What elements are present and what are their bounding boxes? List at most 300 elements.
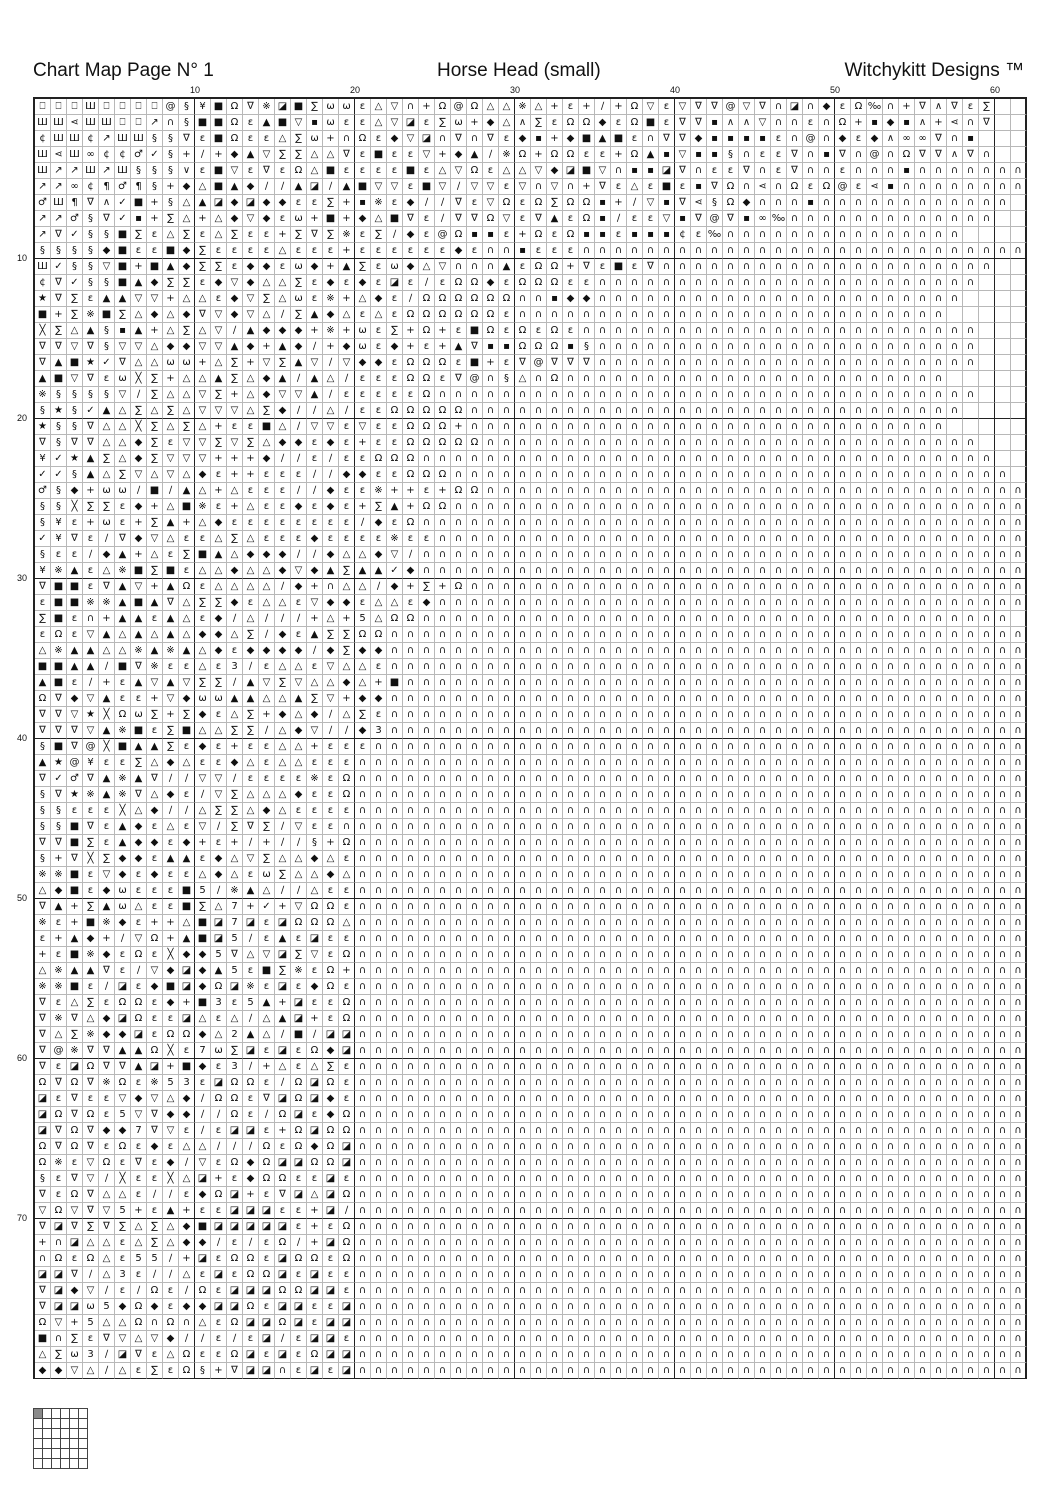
grid-cell: ∩ — [355, 931, 371, 947]
grid-cell: ε — [387, 355, 403, 371]
grid-cell: ↗ — [35, 179, 51, 195]
grid-cell: ∩ — [483, 1139, 499, 1155]
grid-cell: ∩ — [739, 1187, 755, 1203]
grid-cell: ε — [195, 275, 211, 291]
grid-cell: ∩ — [355, 1347, 371, 1363]
grid-cell: ∩ — [931, 499, 947, 515]
grid-cell: ∩ — [803, 851, 819, 867]
grid-cell: Ω — [307, 1043, 323, 1059]
grid-cell: △ — [243, 387, 259, 403]
grid-cell: Ω — [291, 1283, 307, 1299]
grid-cell: ∩ — [899, 931, 915, 947]
grid-cell: ∩ — [979, 627, 995, 643]
grid-cell: ∩ — [787, 243, 803, 259]
grid-cell: ∩ — [595, 1043, 611, 1059]
grid-cell: ε — [147, 851, 163, 867]
grid-cell: ∩ — [643, 323, 659, 339]
grid-cell: ▲ — [451, 339, 467, 355]
grid-cell: ∩ — [675, 467, 691, 483]
grid-cell: ¥ — [35, 451, 51, 467]
grid-cell: ∩ — [467, 1219, 483, 1235]
grid-cell: ▲ — [307, 627, 323, 643]
grid-cell: ∩ — [419, 1283, 435, 1299]
grid-cell: Ω — [451, 579, 467, 595]
grid-cell: ε — [659, 115, 675, 131]
grid-cell: ◆ — [323, 307, 339, 323]
grid-cell: ∩ — [979, 1299, 995, 1315]
grid-cell: ∩ — [947, 403, 963, 419]
grid-cell: ∩ — [835, 1059, 851, 1075]
grid-cell: ∕ — [195, 787, 211, 803]
grid-cell: ■ — [131, 723, 147, 739]
grid-cell: ∩ — [851, 963, 867, 979]
grid-cell: ∩ — [835, 643, 851, 659]
grid-cell: ∩ — [387, 915, 403, 931]
grid-cell: ∩ — [803, 467, 819, 483]
grid-cell: ∩ — [387, 803, 403, 819]
grid-cell: ∩ — [819, 1043, 835, 1059]
grid-cell: △ — [195, 1139, 211, 1155]
grid-cell: Ш — [83, 115, 99, 131]
grid-cell: ▽ — [195, 403, 211, 419]
grid-cell: ¥ — [83, 755, 99, 771]
grid-cell: ∩ — [483, 883, 499, 899]
grid-cell: ∩ — [947, 899, 963, 915]
grid-cell: △ — [275, 851, 291, 867]
grid-cell — [1011, 195, 1027, 211]
grid-cell: ▪ — [531, 131, 547, 147]
grid-cell: ∩ — [899, 1331, 915, 1347]
grid-cell: ∩ — [819, 291, 835, 307]
grid-cell: ∩ — [531, 579, 547, 595]
grid-cell: ∩ — [371, 947, 387, 963]
grid-cell: Ω — [451, 403, 467, 419]
grid-cell: ∩ — [451, 979, 467, 995]
grid-cell: ★ — [67, 451, 83, 467]
grid-cell: ∩ — [451, 883, 467, 899]
grid-cell: ◪ — [275, 1219, 291, 1235]
grid-cell: ∩ — [499, 1187, 515, 1203]
grid-cell: ∩ — [963, 1267, 979, 1283]
grid-cell: § — [147, 163, 163, 179]
grid-cell: ∩ — [1011, 979, 1027, 995]
grid-cell: ▲ — [131, 1043, 147, 1059]
grid-cell: ε — [515, 211, 531, 227]
grid-cell: ∩ — [835, 483, 851, 499]
grid-cell: ∩ — [979, 1267, 995, 1283]
grid-cell: ∩ — [851, 211, 867, 227]
grid-cell: ∩ — [739, 243, 755, 259]
grid-cell: ▲ — [115, 579, 131, 595]
grid-cell: ◆ — [163, 995, 179, 1011]
grid-cell: ■ — [51, 371, 67, 387]
grid-cell: ∩ — [371, 1043, 387, 1059]
grid-cell: ∩ — [451, 611, 467, 627]
grid-cell: ∩ — [675, 627, 691, 643]
grid-cell: ∩ — [739, 291, 755, 307]
grid-cell: ∕ — [275, 579, 291, 595]
grid-cell: ∩ — [483, 579, 499, 595]
grid-cell: ▽ — [163, 467, 179, 483]
grid-cell: ∇ — [675, 163, 691, 179]
grid-cell: ∩ — [979, 579, 995, 595]
grid-cell: Ω — [451, 275, 467, 291]
grid-cell: ∩ — [819, 899, 835, 915]
grid-cell: Ω — [547, 323, 563, 339]
grid-cell: ◆ — [835, 131, 851, 147]
grid-cell: ∩ — [627, 1331, 643, 1347]
grid-cell: ε — [259, 499, 275, 515]
grid-cell: ∩ — [435, 835, 451, 851]
grid-cell: ∩ — [435, 451, 451, 467]
grid-cell: ◆ — [147, 835, 163, 851]
grid-cell: ∕ — [83, 1267, 99, 1283]
grid-cell: ∩ — [563, 1251, 579, 1267]
grid-cell: ∩ — [515, 1075, 531, 1091]
grid-cell: ∩ — [499, 643, 515, 659]
grid-cell: ∕ — [307, 483, 323, 499]
grid-cell: ∩ — [627, 1123, 643, 1139]
grid-cell: ∩ — [83, 611, 99, 627]
grid-cell: ∩ — [707, 323, 723, 339]
grid-cell: ∕ — [243, 1059, 259, 1075]
grid-cell: ∩ — [355, 1251, 371, 1267]
grid-cell: ∩ — [595, 1283, 611, 1299]
grid-cell: ∩ — [515, 979, 531, 995]
grid-cell: ∩ — [803, 515, 819, 531]
grid-cell: + — [243, 899, 259, 915]
grid-cell: ◪ — [115, 979, 131, 995]
grid-cell: ∩ — [899, 243, 915, 259]
grid-cell: ∩ — [851, 147, 867, 163]
grid-cell: ◆ — [243, 179, 259, 195]
grid-cell: ε — [339, 435, 355, 451]
grid-cell: ¥ — [51, 531, 67, 547]
grid-cell: ∩ — [851, 1331, 867, 1347]
grid-cell: ∩ — [691, 243, 707, 259]
grid-cell: ∩ — [771, 995, 787, 1011]
grid-cell: ∩ — [435, 675, 451, 691]
grid-cell: ∩ — [403, 771, 419, 787]
grid-cell: ∕ — [211, 1139, 227, 1155]
grid-cell: ∩ — [579, 1203, 595, 1219]
grid-cell: Ω — [499, 195, 515, 211]
grid-cell: + — [579, 99, 595, 115]
grid-cell: § — [163, 147, 179, 163]
grid-cell: § — [51, 419, 67, 435]
grid-cell: ▽ — [211, 323, 227, 339]
grid-cell: ∩ — [739, 371, 755, 387]
grid-cell: ∩ — [963, 627, 979, 643]
grid-cell: + — [147, 323, 163, 339]
grid-cell: ∩ — [403, 1187, 419, 1203]
grid-cell: ε — [211, 291, 227, 307]
grid-cell: § — [579, 339, 595, 355]
grid-cell: ╳ — [163, 1043, 179, 1059]
grid-cell: ∩ — [739, 707, 755, 723]
grid-cell: ∩ — [419, 835, 435, 851]
grid-cell: ∩ — [579, 675, 595, 691]
grid-cell: ∩ — [467, 723, 483, 739]
grid-cell: ∩ — [915, 1155, 931, 1171]
grid-cell: ∩ — [947, 1251, 963, 1267]
grid-cell: ✓ — [387, 563, 403, 579]
grid-cell: ◆ — [323, 595, 339, 611]
grid-cell: ε — [339, 1059, 355, 1075]
grid-cell: ◆ — [339, 339, 355, 355]
grid-cell: ∩ — [467, 643, 483, 659]
grid-cell: ∩ — [835, 835, 851, 851]
grid-cell: ε — [355, 115, 371, 131]
grid-cell: ∩ — [803, 963, 819, 979]
grid-cell: ∑ — [51, 1347, 67, 1363]
grid-cell: ■ — [195, 115, 211, 131]
grid-cell: ∩ — [979, 1075, 995, 1091]
grid-cell: ∩ — [579, 867, 595, 883]
grid-cell: ◆ — [403, 563, 419, 579]
grid-cell: Ω — [339, 947, 355, 963]
grid-cell: ∩ — [499, 771, 515, 787]
grid-cell: ◆ — [355, 211, 371, 227]
grid-cell: ∩ — [755, 1187, 771, 1203]
grid-cell: ∩ — [563, 435, 579, 451]
grid-cell: ∑ — [227, 355, 243, 371]
grid-cell: ε — [163, 883, 179, 899]
grid-cell: ◆ — [371, 291, 387, 307]
grid-cell: ∩ — [691, 1363, 707, 1379]
grid-cell: ∩ — [643, 499, 659, 515]
grid-cell: ∩ — [835, 595, 851, 611]
grid-cell: Ш — [35, 115, 51, 131]
grid-cell: ∩ — [931, 915, 947, 931]
grid-cell: ∩ — [547, 579, 563, 595]
grid-cell: ∩ — [947, 787, 963, 803]
grid-cell: § — [163, 163, 179, 179]
grid-cell: ∩ — [771, 323, 787, 339]
grid-cell: ∩ — [483, 1155, 499, 1171]
grid-cell: ∩ — [739, 1331, 755, 1347]
grid-cell: ∑ — [147, 1219, 163, 1235]
grid-cell — [1011, 291, 1027, 307]
grid-cell — [1011, 147, 1027, 163]
grid-cell: ▪ — [739, 131, 755, 147]
grid-cell: ∩ — [467, 1059, 483, 1075]
grid-cell: ∩ — [387, 867, 403, 883]
grid-cell: ∩ — [403, 739, 419, 755]
grid-cell: ∩ — [1011, 1267, 1027, 1283]
grid-cell — [979, 387, 995, 403]
grid-cell: ∩ — [419, 1027, 435, 1043]
grid-cell: ◆ — [275, 707, 291, 723]
grid-cell: ∩ — [627, 243, 643, 259]
grid-cell: △ — [371, 307, 387, 323]
grid-cell: ∩ — [803, 979, 819, 995]
grid-cell: ε — [499, 227, 515, 243]
grid-cell: ∩ — [371, 1027, 387, 1043]
grid-cell: ∩ — [947, 963, 963, 979]
grid-cell: ε — [291, 931, 307, 947]
grid-cell: ▪ — [547, 291, 563, 307]
grid-cell: △ — [131, 1219, 147, 1235]
grid-cell: Ш — [131, 131, 147, 147]
grid-cell: ∩ — [627, 643, 643, 659]
grid-cell: ∩ — [867, 851, 883, 867]
grid-cell: Ω — [483, 291, 499, 307]
grid-cell: ε — [67, 803, 83, 819]
grid-cell: ∩ — [675, 947, 691, 963]
grid-cell: ∩ — [515, 1283, 531, 1299]
grid-cell: ▪ — [707, 131, 723, 147]
grid-cell: ∩ — [595, 403, 611, 419]
grid-cell: ▽ — [195, 435, 211, 451]
grid-cell: ∩ — [835, 531, 851, 547]
grid-cell: ε — [611, 227, 627, 243]
grid-cell: ε — [259, 467, 275, 483]
grid-cell: ∩ — [947, 611, 963, 627]
grid-cell: + — [227, 835, 243, 851]
grid-cell: ∩ — [563, 1235, 579, 1251]
grid-cell: ◆ — [211, 867, 227, 883]
grid-cell: ∩ — [883, 483, 899, 499]
grid-cell: ∩ — [883, 467, 899, 483]
grid-cell: ∩ — [531, 1203, 547, 1219]
grid-cell: ε — [259, 1043, 275, 1059]
grid-cell: ※ — [163, 643, 179, 659]
grid-cell: ∩ — [579, 851, 595, 867]
grid-cell: ∕ — [179, 1331, 195, 1347]
grid-cell: ∩ — [563, 547, 579, 563]
grid-cell: ε — [275, 531, 291, 547]
grid-cell: ∩ — [419, 851, 435, 867]
grid-cell: ∩ — [387, 947, 403, 963]
grid-cell: ∩ — [931, 803, 947, 819]
grid-cell: ∩ — [691, 659, 707, 675]
grid-cell: ∑ — [371, 227, 387, 243]
grid-cell: ∩ — [771, 1011, 787, 1027]
grid-cell: ▽ — [83, 1171, 99, 1187]
grid-cell: ▽ — [547, 179, 563, 195]
grid-cell: + — [227, 451, 243, 467]
grid-cell: ∩ — [627, 355, 643, 371]
grid-cell: ∩ — [899, 611, 915, 627]
grid-cell: ∩ — [867, 355, 883, 371]
grid-cell: ε — [67, 675, 83, 691]
grid-cell: ◆ — [211, 275, 227, 291]
grid-cell: ∩ — [787, 259, 803, 275]
grid-cell: ▲ — [163, 627, 179, 643]
grid-cell: ◆ — [195, 1059, 211, 1075]
grid-cell: ∩ — [627, 803, 643, 819]
grid-cell: ∩ — [531, 643, 547, 659]
grid-cell: ∩ — [595, 1075, 611, 1091]
grid-cell: ∩ — [979, 755, 995, 771]
grid-cell: ∕ — [339, 371, 355, 387]
grid-cell: ∇ — [51, 707, 67, 723]
grid-cell: ∩ — [723, 451, 739, 467]
grid-cell: △ — [259, 883, 275, 899]
grid-cell: ∩ — [755, 659, 771, 675]
grid-cell: ■ — [195, 931, 211, 947]
overview-cell — [52, 1419, 61, 1429]
grid-cell: ∩ — [819, 835, 835, 851]
grid-cell: ∩ — [611, 243, 627, 259]
grid-cell: ∩ — [691, 1187, 707, 1203]
grid-cell: △ — [371, 115, 387, 131]
grid-cell: ∩ — [931, 995, 947, 1011]
grid-cell: ∩ — [499, 691, 515, 707]
grid-cell: ▪ — [867, 115, 883, 131]
grid-cell: ∩ — [739, 387, 755, 403]
grid-cell: Ω — [291, 915, 307, 931]
grid-cell: ▲ — [275, 931, 291, 947]
grid-cell: ∩ — [979, 595, 995, 611]
grid-cell: ∩ — [851, 1347, 867, 1363]
grid-cell: ∩ — [931, 899, 947, 915]
grid-cell: ■ — [387, 675, 403, 691]
grid-cell: ∩ — [435, 803, 451, 819]
grid-cell: + — [67, 915, 83, 931]
grid-cell: ∩ — [579, 563, 595, 579]
grid-cell: ∩ — [723, 899, 739, 915]
grid-cell: ∩ — [963, 835, 979, 851]
grid-cell: ∩ — [819, 467, 835, 483]
grid-cell: ∩ — [995, 1347, 1011, 1363]
grid-cell: ∩ — [787, 1107, 803, 1123]
grid-cell: ∩ — [275, 1363, 291, 1379]
grid-cell: ∩ — [771, 259, 787, 275]
grid-cell: ∩ — [515, 1187, 531, 1203]
grid-cell: ε — [227, 995, 243, 1011]
grid-cell: ∩ — [419, 787, 435, 803]
grid-cell: ∩ — [947, 1283, 963, 1299]
grid-cell: ∩ — [883, 723, 899, 739]
grid-cell: ∩ — [1011, 1123, 1027, 1139]
grid-cell: ∩ — [723, 483, 739, 499]
grid-cell: ∩ — [435, 1187, 451, 1203]
grid-cell: ∩ — [803, 1123, 819, 1139]
grid-cell: ∩ — [1011, 1011, 1027, 1027]
grid-cell: ε — [499, 323, 515, 339]
grid-cell: ∩ — [851, 195, 867, 211]
grid-cell: ∩ — [771, 899, 787, 915]
grid-cell: ∨ — [179, 163, 195, 179]
grid-cell: △ — [243, 371, 259, 387]
grid-cell: ∩ — [611, 1107, 627, 1123]
grid-cell: ∩ — [371, 835, 387, 851]
grid-cell: ∩ — [595, 1011, 611, 1027]
grid-cell: ∩ — [867, 211, 883, 227]
grid-cell: ∑ — [227, 531, 243, 547]
grid-cell: ∩ — [947, 195, 963, 211]
grid-cell: ∩ — [851, 1315, 867, 1331]
grid-cell: ∩ — [531, 307, 547, 323]
grid-cell: ∩ — [883, 563, 899, 579]
grid-cell: ε — [387, 371, 403, 387]
grid-cell: ◪ — [307, 179, 323, 195]
grid-cell: ∩ — [947, 979, 963, 995]
grid-cell: ∩ — [531, 451, 547, 467]
grid-cell: ∩ — [531, 1363, 547, 1379]
grid-cell: ∑ — [83, 1219, 99, 1235]
grid-cell: ∩ — [483, 259, 499, 275]
grid-cell: ε — [179, 819, 195, 835]
designer-credit: Witchykitt Designs ™ — [844, 60, 1024, 81]
grid-cell: ∕ — [163, 483, 179, 499]
grid-cell: ∩ — [627, 515, 643, 531]
grid-cell: ∩ — [819, 723, 835, 739]
grid-cell: ∩ — [691, 1123, 707, 1139]
grid-cell: ∩ — [595, 851, 611, 867]
